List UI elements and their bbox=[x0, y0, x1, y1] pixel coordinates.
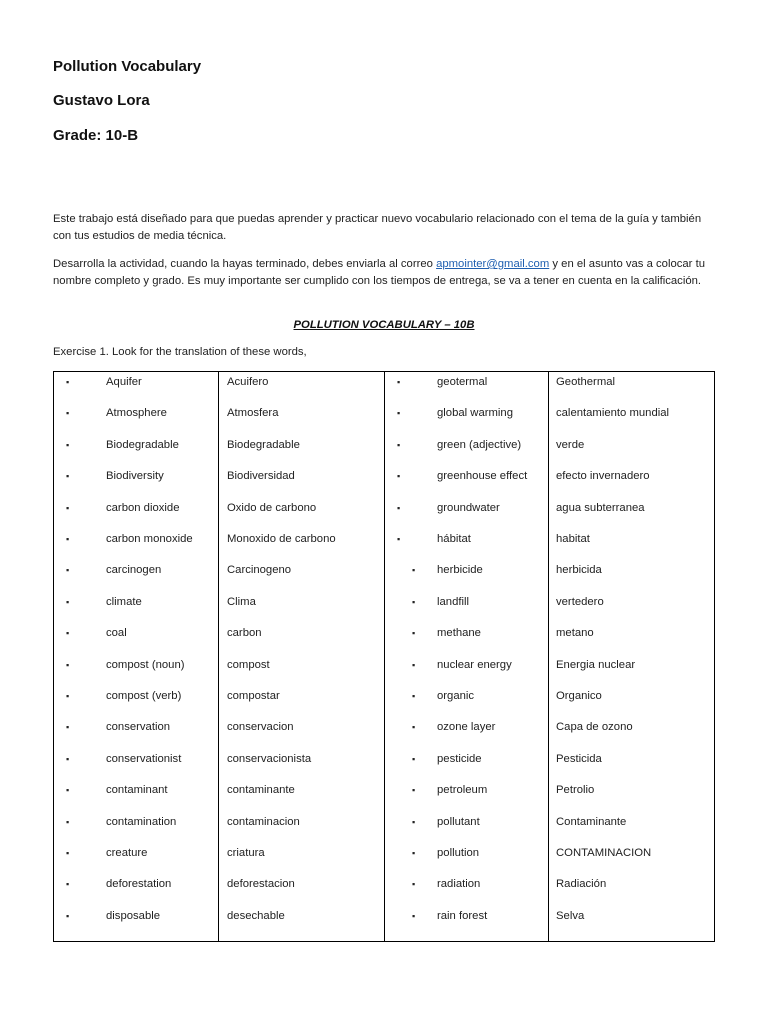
vocab-translation: carbon bbox=[227, 627, 262, 640]
bullet-icon: ▪ bbox=[412, 848, 416, 858]
vocab-row bbox=[54, 814, 714, 831]
vocab-term: climate bbox=[106, 595, 142, 608]
vocab-translation: Biodiversidad bbox=[227, 470, 295, 483]
vocab-term: Biodegradable bbox=[106, 438, 179, 451]
bullet-icon: ▪ bbox=[66, 439, 70, 450]
vocab-row bbox=[54, 531, 714, 548]
vocab-term: groundwater bbox=[437, 501, 500, 514]
vocab-row bbox=[54, 374, 714, 391]
vocab-translation: Energia nuclear bbox=[556, 658, 636, 671]
vocab-term: conservationist bbox=[106, 752, 182, 765]
bullet-icon: ▪ bbox=[412, 910, 416, 921]
vocab-term: ozone layer bbox=[437, 721, 496, 734]
email-link[interactable]: apmointer@gmail.com bbox=[436, 258, 550, 270]
vocab-row bbox=[54, 782, 714, 799]
vocab-row bbox=[54, 657, 714, 674]
vocab-term: pesticide bbox=[437, 752, 482, 765]
vocab-term: greenhouse effect bbox=[437, 470, 528, 483]
bullet-icon: ▪ bbox=[412, 816, 416, 827]
vocab-translation: conservacionista bbox=[227, 752, 312, 765]
vocab-translation: Acuifero bbox=[227, 376, 269, 388]
bullet-icon: ▪ bbox=[66, 879, 70, 890]
instructions-text-end: y en el asunto vas a colocar tu nombre completo y grado. Es muy importante ser cumplido con los tiempos de entrega, se va a tener en cuenta en la calificación. bbox=[53, 258, 705, 287]
vocab-title: POLLUTION VOCABULARY – 10B bbox=[293, 319, 475, 331]
vocab-term: global warming bbox=[437, 407, 513, 420]
vocab-row bbox=[54, 468, 714, 485]
vocab-translation: efecto invernadero bbox=[556, 470, 650, 483]
intro-paragraph: Este trabajo está diseñado para que puedas aprender y practicar nuevo vocabulario relacionado con el tema de la guía y también con tus estudios de media técnica. bbox=[53, 213, 702, 242]
vocab-translation: habitat bbox=[556, 533, 590, 545]
bullet-icon: ▪ bbox=[412, 596, 416, 607]
vocab-term: carbon monoxide bbox=[106, 533, 193, 545]
vocab-translation: compostar bbox=[227, 690, 280, 702]
vocab-translation: Oxido de carbono bbox=[227, 501, 317, 514]
bullet-icon: ▪ bbox=[66, 502, 70, 513]
vocab-term: methane bbox=[437, 627, 481, 640]
vocab-term: herbicide bbox=[437, 564, 483, 577]
vocab-translation: Clima bbox=[227, 595, 256, 608]
vocab-translation: compost bbox=[227, 658, 270, 671]
vocab-translation: Contaminante bbox=[556, 815, 627, 828]
vocab-term: coal bbox=[106, 627, 127, 640]
vocab-term: organic bbox=[437, 690, 475, 702]
bullet-icon: ▪ bbox=[66, 659, 70, 670]
bullet-icon: ▪ bbox=[66, 471, 70, 482]
vocab-term: petroleum bbox=[437, 784, 488, 797]
vocab-translation: Radiación bbox=[556, 878, 607, 891]
vocab-translation: contaminante bbox=[227, 784, 295, 797]
vocab-translation: conservacion bbox=[227, 721, 294, 734]
vocab-term: carcinogen bbox=[106, 564, 162, 577]
bullet-icon: ▪ bbox=[66, 910, 70, 921]
student-name: Gustavo Lora bbox=[53, 92, 150, 109]
bullet-icon: ▪ bbox=[397, 471, 401, 482]
vocab-term: nuclear energy bbox=[437, 658, 512, 671]
vocab-term: compost (verb) bbox=[106, 690, 182, 702]
vocab-term: contamination bbox=[106, 815, 177, 828]
bullet-icon: ▪ bbox=[412, 565, 416, 576]
vocab-row bbox=[54, 719, 714, 736]
bullet-icon: ▪ bbox=[397, 408, 401, 419]
vocab-term: carbon dioxide bbox=[106, 501, 180, 514]
bullet-icon: ▪ bbox=[66, 753, 70, 764]
bullet-icon: ▪ bbox=[66, 628, 70, 639]
bullet-icon: ▪ bbox=[66, 816, 70, 827]
vocab-term: pollutant bbox=[437, 815, 480, 828]
vocab-translation: vertedero bbox=[556, 595, 604, 608]
vocab-translation: agua subterranea bbox=[556, 501, 645, 514]
vocab-row bbox=[54, 625, 714, 642]
bullet-icon: ▪ bbox=[397, 377, 401, 387]
vocab-translation: Organico bbox=[556, 690, 602, 702]
vocab-row bbox=[54, 500, 714, 517]
vocab-row bbox=[54, 688, 714, 705]
bullet-icon: ▪ bbox=[66, 408, 70, 419]
vocab-term: rain forest bbox=[437, 909, 488, 922]
vocab-term: Biodiversity bbox=[106, 470, 164, 483]
vocab-translation: Biodegradable bbox=[227, 438, 300, 451]
instructions-paragraph bbox=[53, 256, 721, 290]
vocab-translation: desechable bbox=[227, 909, 285, 922]
vocab-term: pollution bbox=[437, 847, 480, 859]
document-title: Pollution Vocabulary bbox=[53, 58, 202, 75]
vocab-translation: Monoxido de carbono bbox=[227, 533, 336, 545]
vocab-term: deforestation bbox=[106, 878, 172, 891]
vocab-term: Atmosphere bbox=[106, 407, 167, 420]
vocab-term: disposable bbox=[106, 909, 161, 922]
vocab-row bbox=[54, 751, 714, 768]
grade-label: Grade: 10-B bbox=[53, 127, 139, 144]
bullet-icon: ▪ bbox=[412, 879, 416, 890]
vocab-row bbox=[54, 845, 714, 862]
vocab-row bbox=[54, 562, 714, 579]
vocab-term: compost (noun) bbox=[106, 658, 185, 671]
vocab-translation: Geothermal bbox=[556, 376, 616, 388]
bullet-icon: ▪ bbox=[397, 502, 401, 513]
bullet-icon: ▪ bbox=[412, 691, 416, 701]
vocab-table bbox=[53, 371, 715, 942]
vocab-term: creature bbox=[106, 847, 148, 859]
vocab-term: Aquifer bbox=[106, 376, 142, 388]
vocab-row bbox=[54, 876, 714, 893]
bullet-icon: ▪ bbox=[66, 691, 70, 701]
vocab-row bbox=[54, 437, 714, 454]
vocab-term: geotermal bbox=[437, 376, 488, 388]
vocab-translation: CONTAMINACION bbox=[556, 847, 652, 859]
bullet-icon: ▪ bbox=[66, 565, 70, 576]
bullet-icon: ▪ bbox=[66, 848, 70, 858]
vocab-translation: contaminacion bbox=[227, 815, 300, 828]
exercise-instruction: Exercise 1. Look for the translation of these words, bbox=[53, 346, 307, 358]
vocab-translation: deforestacion bbox=[227, 878, 295, 891]
vocab-translation: Selva bbox=[556, 909, 585, 922]
vocab-term: conservation bbox=[106, 721, 171, 734]
vocab-translation: metano bbox=[556, 627, 594, 640]
vocab-term: radiation bbox=[437, 878, 481, 891]
vocab-row bbox=[54, 594, 714, 611]
instructions-text-start: Desarrolla la actividad, cuando la hayas terminado, debes enviarla al correo bbox=[53, 258, 437, 270]
bullet-icon: ▪ bbox=[397, 439, 401, 450]
bullet-icon: ▪ bbox=[412, 753, 416, 764]
bullet-icon: ▪ bbox=[412, 659, 416, 670]
vocab-translation: criatura bbox=[227, 847, 265, 859]
vocab-term: landfill bbox=[437, 595, 470, 608]
bullet-icon: ▪ bbox=[412, 628, 416, 639]
bullet-icon: ▪ bbox=[66, 534, 70, 544]
vocab-translation: calentamiento mundial bbox=[556, 407, 670, 420]
vocab-translation: Capa de ozono bbox=[556, 721, 633, 734]
vocab-translation: Carcinogeno bbox=[227, 564, 292, 577]
vocab-translation: Pesticida bbox=[556, 752, 602, 765]
bullet-icon: ▪ bbox=[66, 596, 70, 607]
vocab-translation: herbicida bbox=[556, 564, 602, 577]
bullet-icon: ▪ bbox=[397, 534, 401, 544]
vocab-row bbox=[54, 908, 714, 925]
bullet-icon: ▪ bbox=[412, 722, 416, 733]
vocab-row bbox=[54, 405, 714, 422]
bullet-icon: ▪ bbox=[412, 785, 416, 796]
vocab-translation: Atmosfera bbox=[227, 407, 279, 420]
vocab-translation: verde bbox=[556, 438, 585, 451]
vocab-term: green (adjective) bbox=[437, 438, 522, 451]
bullet-icon: ▪ bbox=[66, 377, 70, 387]
bullet-icon: ▪ bbox=[66, 785, 70, 796]
vocab-term: hábitat bbox=[437, 533, 471, 545]
vocab-term: contaminant bbox=[106, 784, 168, 797]
bullet-icon: ▪ bbox=[66, 722, 70, 733]
vocab-translation: Petrolio bbox=[556, 784, 595, 797]
